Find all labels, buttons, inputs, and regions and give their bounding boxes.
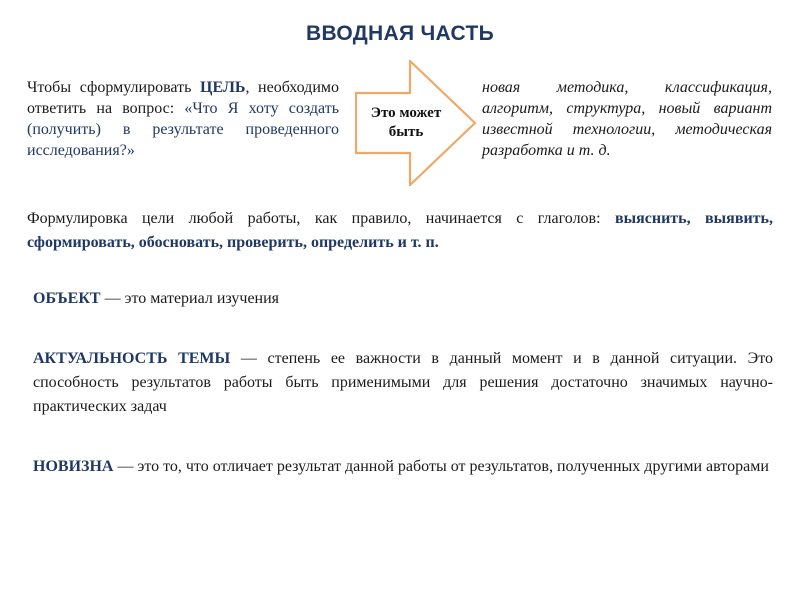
goal-question: «Что Я хоту создать (получить) в результате проведенного исследования?» (27, 100, 339, 159)
slide-title: ВВОДНАЯ ЧАСТЬ (306, 22, 494, 45)
object-text: — это материал изучения (100, 290, 280, 307)
formulation-text: Формулировка цели любой работы, как правило, начинается с глаголов: (27, 210, 615, 227)
formulation-verbs: выяснить, выявить, сформировать, обосновать, проверить, определить и т. п. (27, 210, 773, 251)
goal-prefix: Чтобы сформулировать (27, 79, 201, 96)
object-term: ОБЪЕКТ (33, 290, 101, 307)
object-definition (33, 287, 773, 311)
formulation-paragraph (27, 207, 773, 255)
arrow-label-line1: Это может (370, 105, 442, 121)
goal-keyword: ЦЕЛЬ (200, 79, 246, 96)
novelty-term: НОВИЗНА (33, 458, 114, 475)
novelty-definition (33, 455, 773, 479)
arrow-label (357, 104, 455, 142)
goal-middle: , необходимо ответить на вопрос: (27, 79, 340, 117)
arrow-label-line2: быть (388, 124, 424, 140)
goal-examples: новая методика, классификация, алгоритм, структура, новый вариант известной технологии, методическая разработка и т. д. (482, 79, 772, 159)
relevance-definition (33, 347, 773, 419)
relevance-term: АКТУАЛЬНОСТЬ ТЕМЫ (33, 350, 231, 367)
relevance-text: — степень ее важности в данный момент и в данной ситуации. Это способность результатов работы быть применимыми для решения достаточно значимых научно-практических задач (33, 350, 773, 415)
goal-paragraph (27, 77, 339, 161)
novelty-text: — это то, что отличает результат данной работы от результатов, полученных другими авторами (113, 458, 769, 475)
